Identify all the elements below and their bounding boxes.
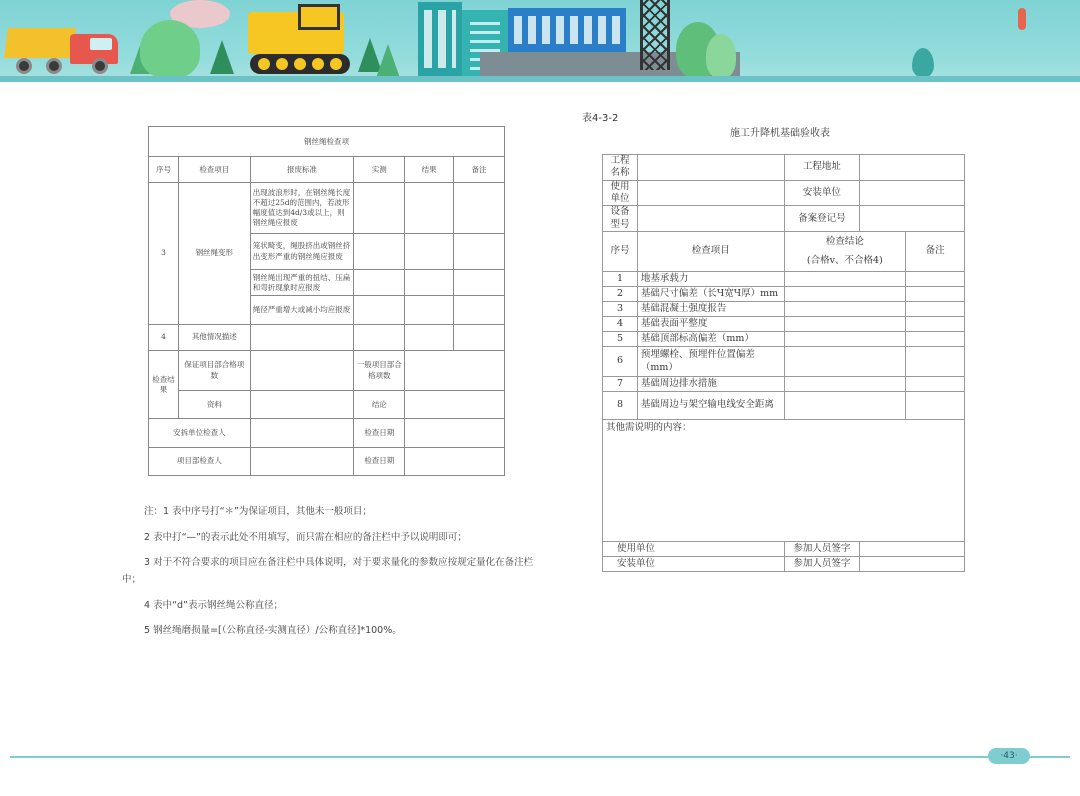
item-text: 基础表面平整度 [637, 317, 784, 332]
sign-unit: 使用单位 [603, 542, 785, 557]
info-label: 备案登记号 [784, 206, 860, 232]
bush-illustration [140, 20, 200, 78]
page-number: ·43· [988, 748, 1030, 764]
item-result [784, 287, 906, 302]
item-remark [906, 392, 965, 420]
empty-cell [354, 183, 405, 233]
data-label: 资料 [178, 391, 250, 419]
row-no: 4 [149, 324, 179, 350]
info-label: 工程名称 [603, 155, 638, 181]
lamp-illustration [1018, 8, 1026, 30]
empty-cell [405, 391, 505, 419]
header-no: 序号 [603, 232, 638, 272]
header-result [784, 232, 906, 272]
item-no: 3 [603, 302, 638, 317]
header-no: 序号 [149, 157, 179, 183]
item-text: 基础周边与架空输电线安全距离 [637, 392, 784, 420]
criteria-cell: 笼状畸变，绳股挤出或钢丝挤出变形严重的钢丝绳应报废 [250, 233, 354, 269]
item-text: 基础周边排水措施 [637, 377, 784, 392]
item-text: 基础尺寸偏差（长Ч宽Ч厚）mm [637, 287, 784, 302]
sign-unit: 安装单位 [603, 557, 785, 572]
sign-label: 参加人员签字 [784, 557, 860, 572]
empty-cell [250, 324, 354, 350]
item-result [784, 272, 906, 287]
verdict-label: 结论 [354, 391, 405, 419]
wire-rope-check-table [148, 126, 505, 476]
note-item: 5 钢丝绳磨损量=[（公称直径-实测直径）/公称直径]*100%。 [144, 625, 402, 637]
info-value [637, 180, 784, 206]
item-result [784, 302, 906, 317]
item-text: 预埋螺栓、预埋件位置偏差（mm） [637, 347, 784, 377]
empty-cell [454, 296, 505, 324]
item-no: 6 [603, 347, 638, 377]
item-remark [906, 332, 965, 347]
empty-cell [250, 419, 354, 447]
item-remark [906, 302, 965, 317]
footer-line [10, 756, 1070, 758]
empty-cell [454, 270, 505, 296]
item-result [784, 377, 906, 392]
empty-cell [454, 183, 505, 233]
item-no: 7 [603, 377, 638, 392]
header-remark: 备注 [454, 157, 505, 183]
header-item: 检查项目 [178, 157, 250, 183]
item-no: 2 [603, 287, 638, 302]
building-illustration [418, 2, 462, 76]
empty-cell [405, 270, 454, 296]
empty-cell [354, 324, 405, 350]
table-title: 施工升降机基础验收表 [730, 128, 830, 139]
empty-cell [405, 233, 454, 269]
empty-cell [250, 350, 354, 390]
elevator-foundation-table [602, 154, 965, 572]
info-value [637, 155, 784, 181]
criteria-cell: 钢丝绳出现严重的扭结、压扁和弯折现象时应报废 [250, 270, 354, 296]
header-remark: 备注 [906, 232, 965, 272]
empty-cell [454, 233, 505, 269]
note-item: 2 表中打“—”的表示此处不用填写，而只需在相应的备注栏中予以说明即可； [144, 531, 467, 543]
item-no: 5 [603, 332, 638, 347]
empty-cell [405, 183, 454, 233]
item-remark [906, 287, 965, 302]
item-remark [906, 317, 965, 332]
item-result [784, 317, 906, 332]
item-text: 基础混凝土强度报告 [637, 302, 784, 317]
note-item: 4 表中“d”表示钢丝绳公称直径； [144, 599, 283, 611]
info-label: 工程地址 [784, 155, 860, 181]
tree-drop-illustration [912, 48, 934, 78]
note-item: 3 对于不符合要求的项目应在备注栏中具体说明，对于要求量化的参数应按规定量化在备注栏中； [122, 557, 534, 585]
table-title: 钢丝绳检查项 [149, 127, 505, 157]
item-result [784, 392, 906, 420]
conclusion-label: 检查结果 [149, 350, 179, 419]
sign-value [860, 542, 965, 557]
excavator-illustration [248, 4, 358, 78]
dump-truck-illustration [6, 22, 126, 74]
sign-label: 安拆单位检查人 [149, 419, 251, 447]
info-label: 使用单位 [603, 180, 638, 206]
empty-cell [405, 296, 454, 324]
header-item: 检查项目 [637, 232, 784, 272]
empty-cell [354, 296, 405, 324]
criteria-cell: 出现波浪形时，在钢丝绳长度不超过25d的范围内，若波形幅度值达到4d/3或以上，则钢丝绳应报废 [250, 183, 354, 233]
general-label: 一般项目部合格项数 [354, 350, 405, 390]
header-result: 结果 [405, 157, 454, 183]
crane-tower-illustration [640, 0, 670, 70]
sign-label: 项目部检查人 [149, 447, 251, 475]
banner-ground [0, 76, 1080, 82]
empty-cell [250, 447, 354, 475]
empty-cell [354, 233, 405, 269]
info-value [860, 155, 965, 181]
empty-cell [405, 447, 505, 475]
notes-section [122, 504, 542, 649]
empty-cell [454, 324, 505, 350]
header-criteria: 报废标准 [250, 157, 354, 183]
item-no: 1 [603, 272, 638, 287]
empty-cell [405, 419, 505, 447]
info-value [637, 206, 784, 232]
row-item: 其他情况描述 [178, 324, 250, 350]
header-measured: 实测 [354, 157, 405, 183]
row-no: 3 [149, 183, 179, 324]
info-value [860, 180, 965, 206]
date-label: 检查日期 [354, 447, 405, 475]
item-remark [906, 377, 965, 392]
item-text: 基础顶部标高偏差（mm） [637, 332, 784, 347]
guarantee-label: 保证项目部合格项数 [178, 350, 250, 390]
other-notes-cell [603, 420, 965, 542]
info-label: 设备型号 [603, 206, 638, 232]
other-notes-label: 其他需说明的内容： [606, 422, 692, 434]
date-label: 检查日期 [354, 419, 405, 447]
tree-illustration [210, 40, 234, 74]
table-number: 表4-3-2 [582, 113, 619, 124]
header-result-label: 检查结论 [825, 236, 864, 248]
empty-cell [250, 391, 354, 419]
building-illustration [508, 8, 626, 52]
item-text: 地基承载力 [637, 272, 784, 287]
item-result [784, 347, 906, 377]
item-result [784, 332, 906, 347]
empty-cell [405, 324, 454, 350]
empty-cell [405, 350, 505, 390]
empty-cell [354, 270, 405, 296]
criteria-cell: 绳径严重增大或减小均应报废 [250, 296, 354, 324]
tree-illustration [376, 44, 400, 78]
sign-label: 参加人员签字 [784, 542, 860, 557]
row-item: 钢丝绳变形 [178, 183, 250, 324]
item-no: 4 [603, 317, 638, 332]
info-value [860, 206, 965, 232]
bush-illustration [706, 34, 736, 78]
header-banner [0, 0, 1080, 82]
header-result-sub: (合格v、不合格4) [806, 254, 883, 266]
info-label: 安装单位 [784, 180, 860, 206]
sign-value [860, 557, 965, 572]
note-item: 注：1 表中序号打“＊”为保证项目，其他未一般项目； [144, 506, 372, 517]
item-remark [906, 272, 965, 287]
item-no: 8 [603, 392, 638, 420]
item-remark [906, 347, 965, 377]
